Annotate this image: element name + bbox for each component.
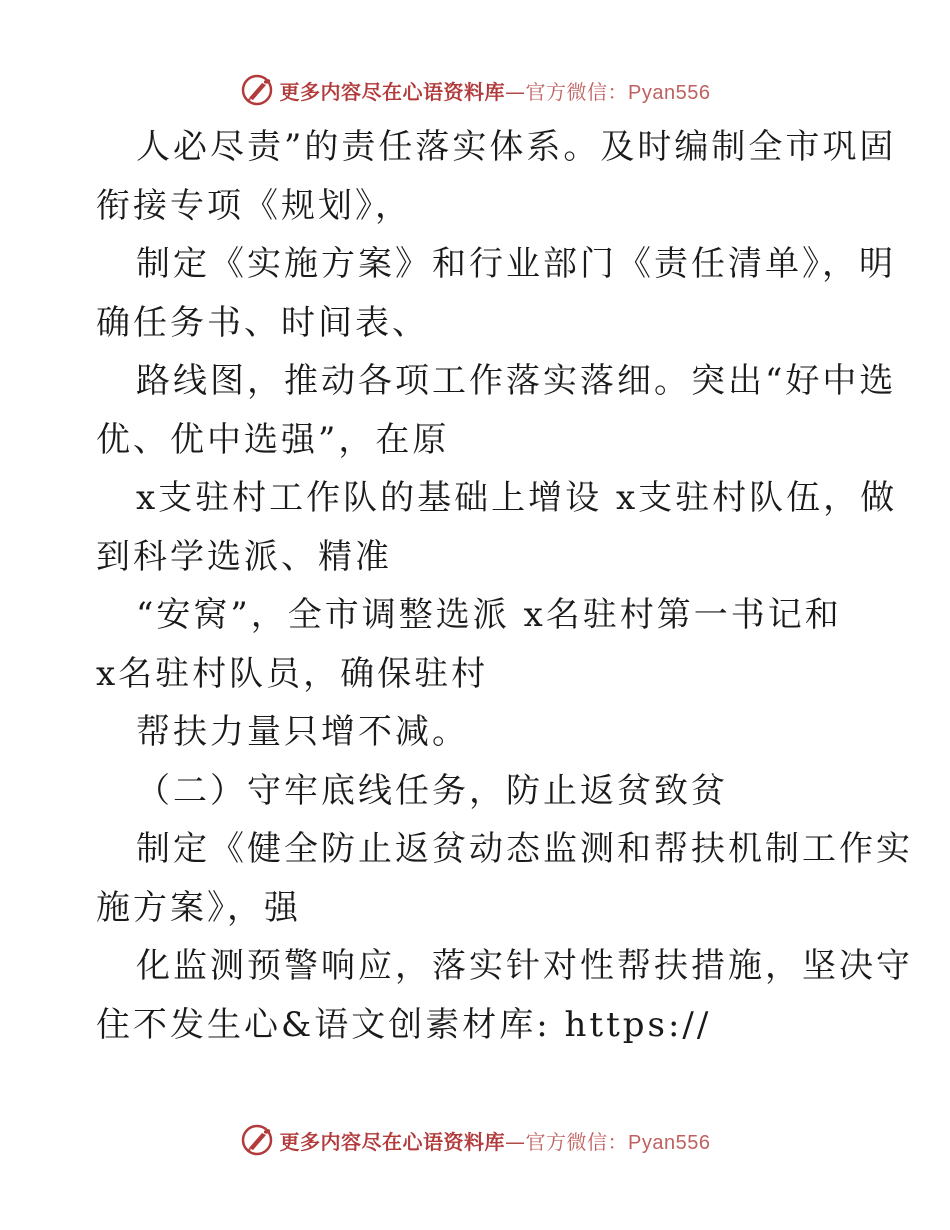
header-dash: — xyxy=(505,79,526,104)
body-line: 人必尽责”的责任落实体系。及时编制全市巩固 xyxy=(136,127,897,167)
footer-dash: — xyxy=(505,1129,526,1154)
footer-wechat-id: Pyan556 xyxy=(628,1131,711,1154)
body-line: 制定《健全防止返贫动态监测和帮扶机制工作实 xyxy=(136,829,913,869)
body-line: 化监测预警响应，落实针对性帮扶措施，坚决守 xyxy=(136,946,913,986)
body-line: 衔接专项《规划》， xyxy=(96,185,412,226)
body-line: 施方案》，强 xyxy=(96,887,301,928)
section-heading: （二）守牢底线任务，防止返贫致贫 xyxy=(136,770,728,811)
body-line: 确任务书、时间表、 xyxy=(96,302,429,343)
body-line: 制定《实施方案》和行业部门《责任清单》，明 xyxy=(136,244,896,284)
body-line: x支驻村工作队的基础上增设 x支驻村队伍，做 xyxy=(136,478,898,518)
header-banner-text xyxy=(280,76,711,105)
body-line: 路线图，推动各项工作落实落细。突出“好中选 xyxy=(136,361,897,401)
header-wechat-label: 官方微信： xyxy=(525,79,629,104)
footer-site-text: 更多内容尽在心语资料库 xyxy=(279,1129,506,1154)
quill-pen-logo-icon xyxy=(240,1123,274,1157)
body-line: “安窝”，全市调整选派 x名驻村第一书记和 xyxy=(136,595,842,635)
footer-banner xyxy=(0,1120,950,1160)
body-line: 住不发生心&语文创素材库: https:// xyxy=(96,1004,712,1045)
quill-pen-logo-icon xyxy=(240,73,274,107)
body-line: 帮扶力量只增不减。 xyxy=(136,712,469,752)
header-wechat-id: Pyan556 xyxy=(628,81,711,104)
document-body xyxy=(96,118,913,1054)
header-site-text: 更多内容尽在心语资料库 xyxy=(279,79,506,104)
body-line: x名驻村队员，确保驻村 xyxy=(96,653,489,694)
header-banner xyxy=(0,70,950,110)
footer-banner-text xyxy=(280,1126,711,1155)
body-line: 优、优中选强”，在原 xyxy=(96,419,450,460)
footer-wechat-label: 官方微信： xyxy=(525,1129,629,1154)
body-line: 到科学选派、精准 xyxy=(96,536,392,577)
